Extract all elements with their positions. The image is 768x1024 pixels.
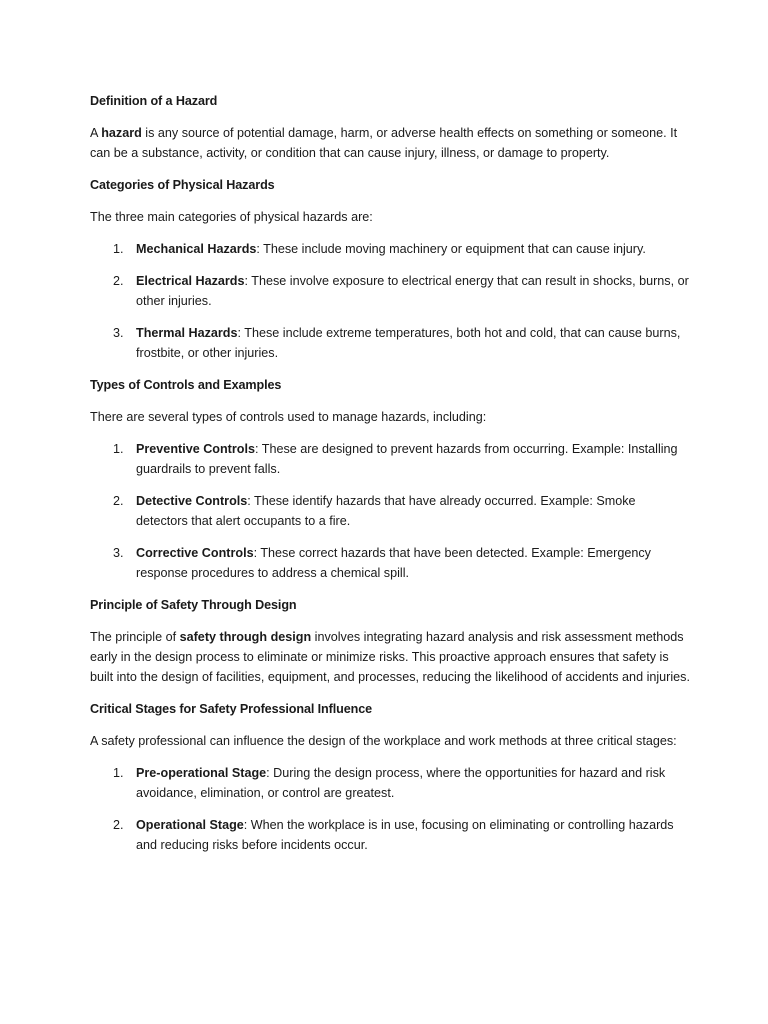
stages-intro-paragraph: A safety professional can influence the design of the workplace and work methods at three critical stages: — [90, 734, 677, 748]
section-heading-hazard: Definition of a Hazard — [90, 94, 218, 108]
list-number: 1. — [113, 766, 124, 780]
hazard-definition-paragraph — [90, 123, 690, 163]
stages-list — [90, 763, 690, 855]
section-heading-physical: Categories of Physical Hazards — [90, 178, 275, 192]
text-span: is any source of potential damage, harm, or adverse health effects on something or someone. It can be a substance, activity, or condition that can cause injury, illness, or damage to property. — [90, 126, 678, 160]
list-item-text: : These identify hazards that have already occurred. Example: Smoke detectors that alert occupants to a fire. — [136, 494, 636, 528]
text-span: involves integrating hazard analysis and risk assessment methods early in the design process to eliminate or minimize risks. This proactive approach ensures that safety is built into the design of facilities, equipment, and processes, reducing the likelihood of accidents and injuries. — [90, 630, 690, 684]
controls-list — [90, 439, 690, 583]
design-paragraph — [90, 627, 690, 687]
list-item — [90, 763, 690, 803]
list-number: 1. — [113, 442, 124, 456]
list-item-text: : These are designed to prevent hazards from occurring. Example: Installing guardrails to prevent falls. — [136, 442, 678, 476]
list-item-text: : During the design process, where the opportunities for hazard and risk avoidance, elimination, or control are greatest. — [136, 766, 666, 800]
bold-term: Corrective Controls — [136, 546, 254, 560]
bold-term: hazard — [101, 126, 142, 140]
controls-intro-paragraph: There are several types of controls used to manage hazards, including: — [90, 410, 487, 424]
bold-term: Electrical Hazards — [136, 274, 245, 288]
bold-term: Preventive Controls — [136, 442, 255, 456]
list-number: 2. — [113, 274, 124, 288]
physical-intro-paragraph: The three main categories of physical hazards are: — [90, 210, 373, 224]
list-item-text: : These include moving machinery or equipment that can cause injury. — [256, 242, 646, 256]
list-number: 2. — [113, 494, 124, 508]
bold-term: Detective Controls — [136, 494, 248, 508]
bold-term: Operational Stage — [136, 818, 244, 832]
list-item — [90, 439, 690, 479]
list-number: 1. — [113, 242, 124, 256]
bold-term: Mechanical Hazards — [136, 242, 257, 256]
list-item-text: : These correct hazards that have been detected. Example: Emergency response procedures to address a chemical spill. — [136, 546, 651, 580]
list-item-text: : When the workplace is in use, focusing on eliminating or controlling hazards and reducing risks before incidents occur. — [136, 818, 674, 852]
bold-term: safety through design — [179, 630, 312, 644]
list-item-text: : These involve exposure to electrical energy that can result in shocks, burns, or other injuries. — [136, 274, 689, 308]
list-number: 3. — [113, 546, 124, 560]
physical-hazards-list — [90, 239, 690, 363]
list-item — [90, 323, 690, 363]
list-item — [90, 271, 690, 311]
section-heading-stages: Critical Stages for Safety Professional Influence — [90, 702, 373, 716]
list-number: 3. — [113, 326, 124, 340]
list-item — [90, 239, 690, 259]
document-page — [90, 91, 690, 867]
bold-term: Pre-operational Stage — [136, 766, 267, 780]
list-item — [90, 543, 690, 583]
list-number: 2. — [113, 818, 124, 832]
section-heading-design: Principle of Safety Through Design — [90, 598, 297, 612]
text-span: A — [90, 126, 102, 140]
section-heading-controls: Types of Controls and Examples — [90, 378, 282, 392]
list-item — [90, 815, 690, 855]
list-item-text: : These include extreme temperatures, both hot and cold, that can cause burns, frostbite, or other injuries. — [136, 326, 681, 360]
list-item — [90, 491, 690, 531]
text-span: The principle of — [90, 630, 180, 644]
bold-term: Thermal Hazards — [136, 326, 238, 340]
